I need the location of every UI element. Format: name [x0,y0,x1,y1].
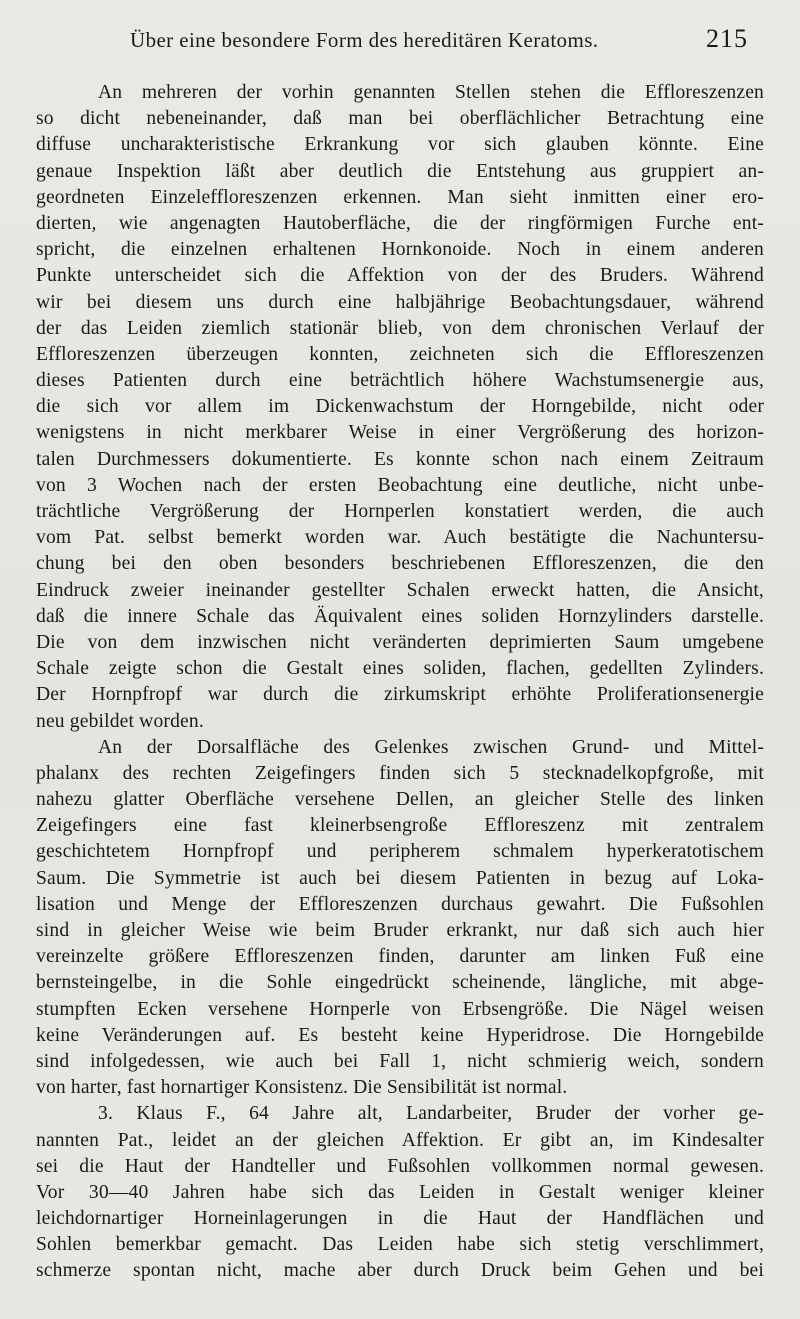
text-line: spricht, die einzelnen erhaltenen Hornkonoide. Noch in einem anderen [36,239,764,261]
text-line: Saum. Die Symmetrie ist auch bei diesem Patienten in bezug auf Loka- [36,867,764,889]
text-line: keine Veränderungen auf. Es besteht keine Hyperidrose. Die Horngebilde [36,1024,764,1046]
text-line: chung bei den oben besonders beschriebenen Effloreszenzen, die den [36,553,764,575]
text-line: von 3 Wochen nach der ersten Beobachtung eine deutliche, nicht unbe- [36,474,764,496]
text-line: Effloreszenzen überzeugen konnten, zeichneten sich die Effloreszenzen [36,343,764,365]
text-line: sind infolgedessen, wie auch bei Fall 1, nicht schmierig weich, sondern [36,1050,764,1072]
text-line: wir bei diesem uns durch eine halbjährige Beobachtungsdauer, während [36,291,764,313]
text-line: geschichtetem Hornpfropf und peripherem schmalem hyperkeratotischem [36,841,764,863]
text-line: nahezu glatter Oberfläche versehene Dellen, an gleicher Stelle des linken [36,789,764,811]
text-line: diffuse uncharakteristische Erkrankung vor sich glauben könnte. Eine [36,134,764,156]
text-line: so dicht nebeneinander, daß man bei oberflächlicher Betrachtung eine [36,108,764,130]
text-line: dierten, wie angenagten Hautoberfläche, die der ringförmigen Furche ent- [36,212,764,234]
text-line: phalanx des rechten Zeigefingers finden sich 5 stecknadelkopfgroße, mit [36,762,764,784]
text-line: nannten Pat., leidet an der gleichen Affektion. Er gibt an, im Kindesalter [36,1129,764,1151]
running-title: Über eine besondere Form des hereditären Keratoms. [130,28,599,52]
page-header [40,20,760,60]
text-line: schmerze spontan nicht, mache aber durch Druck beim Gehen und bei [36,1260,764,1282]
text-line: trächtliche Vergrößerung der Hornperlen konstatiert werden, die auch [36,501,764,522]
text-line: stumpften Ecken versehene Hornperle von Erbsengröße. Die Nägel weisen [36,998,764,1020]
text-line: An mehreren der vorhin genannten Stellen stehen die Effloreszenzen [98,82,764,103]
text-line: Zeigefingers eine fast kleinerbsengroße Effloreszenz mit zentralem [36,815,764,837]
text-line: Die von dem inzwischen nicht veränderten deprimierten Saum umgebene [36,631,764,653]
text-line: sind in gleicher Weise wie beim Bruder erkrankt, nur daß sich auch hier [36,920,764,941]
text-line: Vor 30—40 Jahren habe sich das Leiden in Gestalt weniger kleiner [36,1181,764,1203]
text-line: vom Pat. selbst bemerkt worden war. Auch bestätigte die Nachuntersu- [36,527,764,549]
text-line: genaue Inspektion läßt aber deutlich die Entstehung aus gruppiert an- [36,160,764,182]
text-line: wenigstens in nicht merkbarer Weise in einer Vergrößerung des horizon- [36,422,764,444]
text-line: bernsteingelbe, in die Sohle eingedrückt scheinende, längliche, mit abge- [36,972,764,994]
text-line: talen Durchmessers dokumentierte. Es konnte schon nach einem Zeitraum [36,448,764,470]
text-line: daß die innere Schale das Äquivalent eines soliden Hornzylinders darstelle. [36,605,764,627]
text-line: dieses Patienten durch eine beträchtlich höhere Wachstumsenergie aus, [36,370,764,392]
text-line: Punkte unterscheidet sich die Affektion von der des Bruders. Während [36,265,764,287]
text-line: von harter, fast hornartiger Konsistenz. Die Sensibilität ist normal. [36,1077,568,1099]
text-line: der das Leiden ziemlich stationär blieb, von dem chronischen Verlauf der [36,317,764,339]
body-text [36,80,764,1285]
text-line: 3. Klaus F., 64 Jahre alt, Landarbeiter, Bruder der vorher ge- [98,1103,764,1125]
text-line: sei die Haut der Handteller und Fußsohlen vollkommen normal gewesen. [36,1155,764,1177]
text-line: Schale zeigte schon die Gestalt eines soliden, flachen, gedellten Zylinders. [36,658,764,680]
text-line: lisation und Menge der Effloreszenzen durchaus gewahrt. Die Fußsohlen [36,893,764,915]
text-line: Der Hornpfropf war durch die zirkumskript erhöhte Proliferationsenergie [36,684,764,706]
text-line: neu gebildet worden. [36,710,204,732]
text-line: Eindruck zweier ineinander gestellter Schalen erweckt hatten, die Ansicht, [36,579,764,601]
text-line: die sich vor allem im Dickenwachstum der Horngebilde, nicht oder [36,396,764,418]
text-line: vereinzelte größere Effloreszenzen finden, darunter am linken Fuß eine [36,946,764,968]
text-line: An der Dorsalfläche des Gelenkes zwischen Grund- und Mittel- [98,736,764,758]
text-line: leichdornartiger Horneinlagerungen in die Haut der Handflächen und [36,1208,764,1230]
page-number: 215 [706,24,748,53]
text-line: geordneten Einzeleffloreszenzen erkennen. Man sieht inmitten einer ero- [36,186,764,208]
text-line: Sohlen bemerkbar gemacht. Das Leiden habe sich stetig verschlimmert, [36,1234,764,1256]
